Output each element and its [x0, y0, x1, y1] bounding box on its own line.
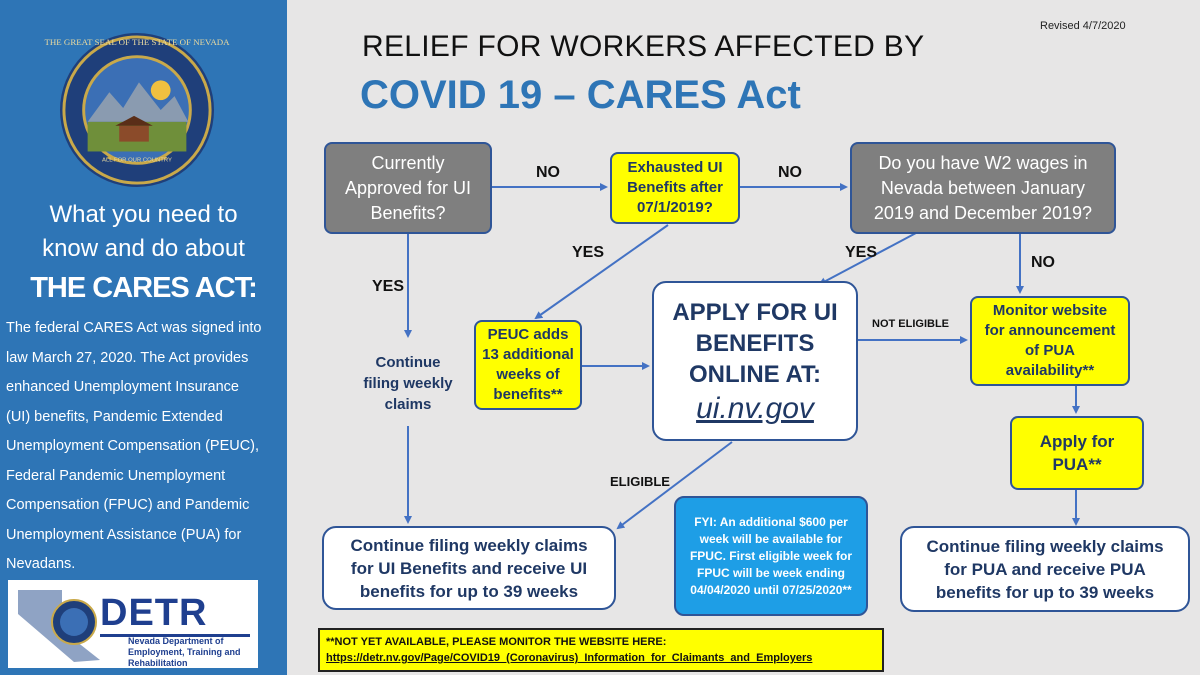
- label-no: NO: [536, 164, 560, 181]
- page-subtitle: COVID 19 – CARES Act: [360, 73, 801, 117]
- footer-note: [318, 628, 884, 672]
- sidebar-body-line: Unemployment Assistance (PUA) for: [6, 526, 242, 543]
- w2-wages-question: Do you have W2 wages in Nevada between January 2019 and December 2019?: [850, 142, 1116, 234]
- approved-question: Currently Approved for UI Benefits?: [324, 142, 492, 234]
- sidebar-body-line: (UI) benefits, Pandemic Extended: [6, 408, 223, 425]
- label-no: NO: [778, 164, 802, 181]
- label-no: NO: [1031, 254, 1055, 271]
- sidebar-body-line: The federal CARES Act was signed into: [6, 320, 262, 336]
- footer-note-text: **NOT YET AVAILABLE, PLEASE MONITOR THE WEBSITE HERE:: [326, 636, 667, 648]
- label-yes: YES: [572, 244, 605, 261]
- page-title: RELIEF FOR WORKERS AFFECTED BY: [362, 30, 925, 63]
- sidebar-body-line: Nevadans.: [6, 556, 76, 572]
- sidebar-heading-line2: know and do about: [42, 235, 245, 262]
- exhausted-question: Exhausted UI Benefits after 07/1/2019?: [610, 152, 740, 224]
- monitor-pua-box: Monitor website for announcement of PUA availability**: [970, 296, 1130, 386]
- arrow-exhausted-to-peuc: [536, 225, 668, 318]
- sidebar-body-line: enhanced Unemployment Insurance: [6, 379, 239, 395]
- apply-online-box: [652, 281, 858, 441]
- label-not-eligible: NOT ELIGIBLE: [872, 318, 949, 330]
- detr-logo-name: DETR: [100, 592, 208, 634]
- label-yes: YES: [372, 278, 405, 295]
- label-eligible: ELIGIBLE: [610, 474, 670, 489]
- sidebar-body-line: law March 27, 2020. The Act provides: [6, 349, 249, 366]
- sidebar-body-line: Unemployment Compensation (PEUC),: [6, 438, 260, 454]
- ui-benefits-result-box: Continue filing weekly claims for UI Benefits and receive UI benefits for up to 39 weeks: [322, 526, 616, 610]
- footer-note-link[interactable]: https://detr.nv.gov/Page/COVID19_(Coronavirus)_Information_for_Claimants_and_Employers: [326, 652, 813, 664]
- fpuc-fyi-box: FYI: An additional $600 per week will be available for FPUC. First eligible week for FPUC will be week ending 04/04/2020 until 07/25/2020**: [674, 496, 868, 616]
- seal-text: THE GREAT SEAL OF THE STATE OF NEVADA: [44, 36, 230, 47]
- peuc-box: PEUC adds 13 additional weeks of benefits**: [474, 320, 582, 410]
- sidebar-body-line: Compensation (FPUC) and Pandemic: [6, 497, 250, 513]
- label-yes: YES: [845, 244, 878, 261]
- seal-motto: ALL FOR OUR COUNTRY: [102, 157, 172, 164]
- apply-pua-box: Apply for PUA**: [1010, 416, 1144, 490]
- continue-filing-text: Continue filing weekly claims: [363, 353, 453, 413]
- pua-result-box: Continue filing weekly claims for PUA and receive PUA benefits for up to 39 weeks: [900, 526, 1190, 612]
- revised-date: Revised 4/7/2020: [1040, 20, 1126, 32]
- sidebar-body-line: Federal Pandemic Unemployment: [6, 467, 226, 484]
- sidebar-heading-bold: THE CARES ACT:: [30, 272, 257, 304]
- apply-online-link[interactable]: ui.nv.gov: [696, 391, 814, 425]
- detr-logo-subtitle: Nevada Department of Employment, Training and Rehabilitation: [128, 636, 241, 668]
- sidebar-heading-line1: What you need to: [49, 201, 238, 228]
- apply-online-title: APPLY FOR UI BENEFITS ONLINE AT:: [672, 298, 838, 388]
